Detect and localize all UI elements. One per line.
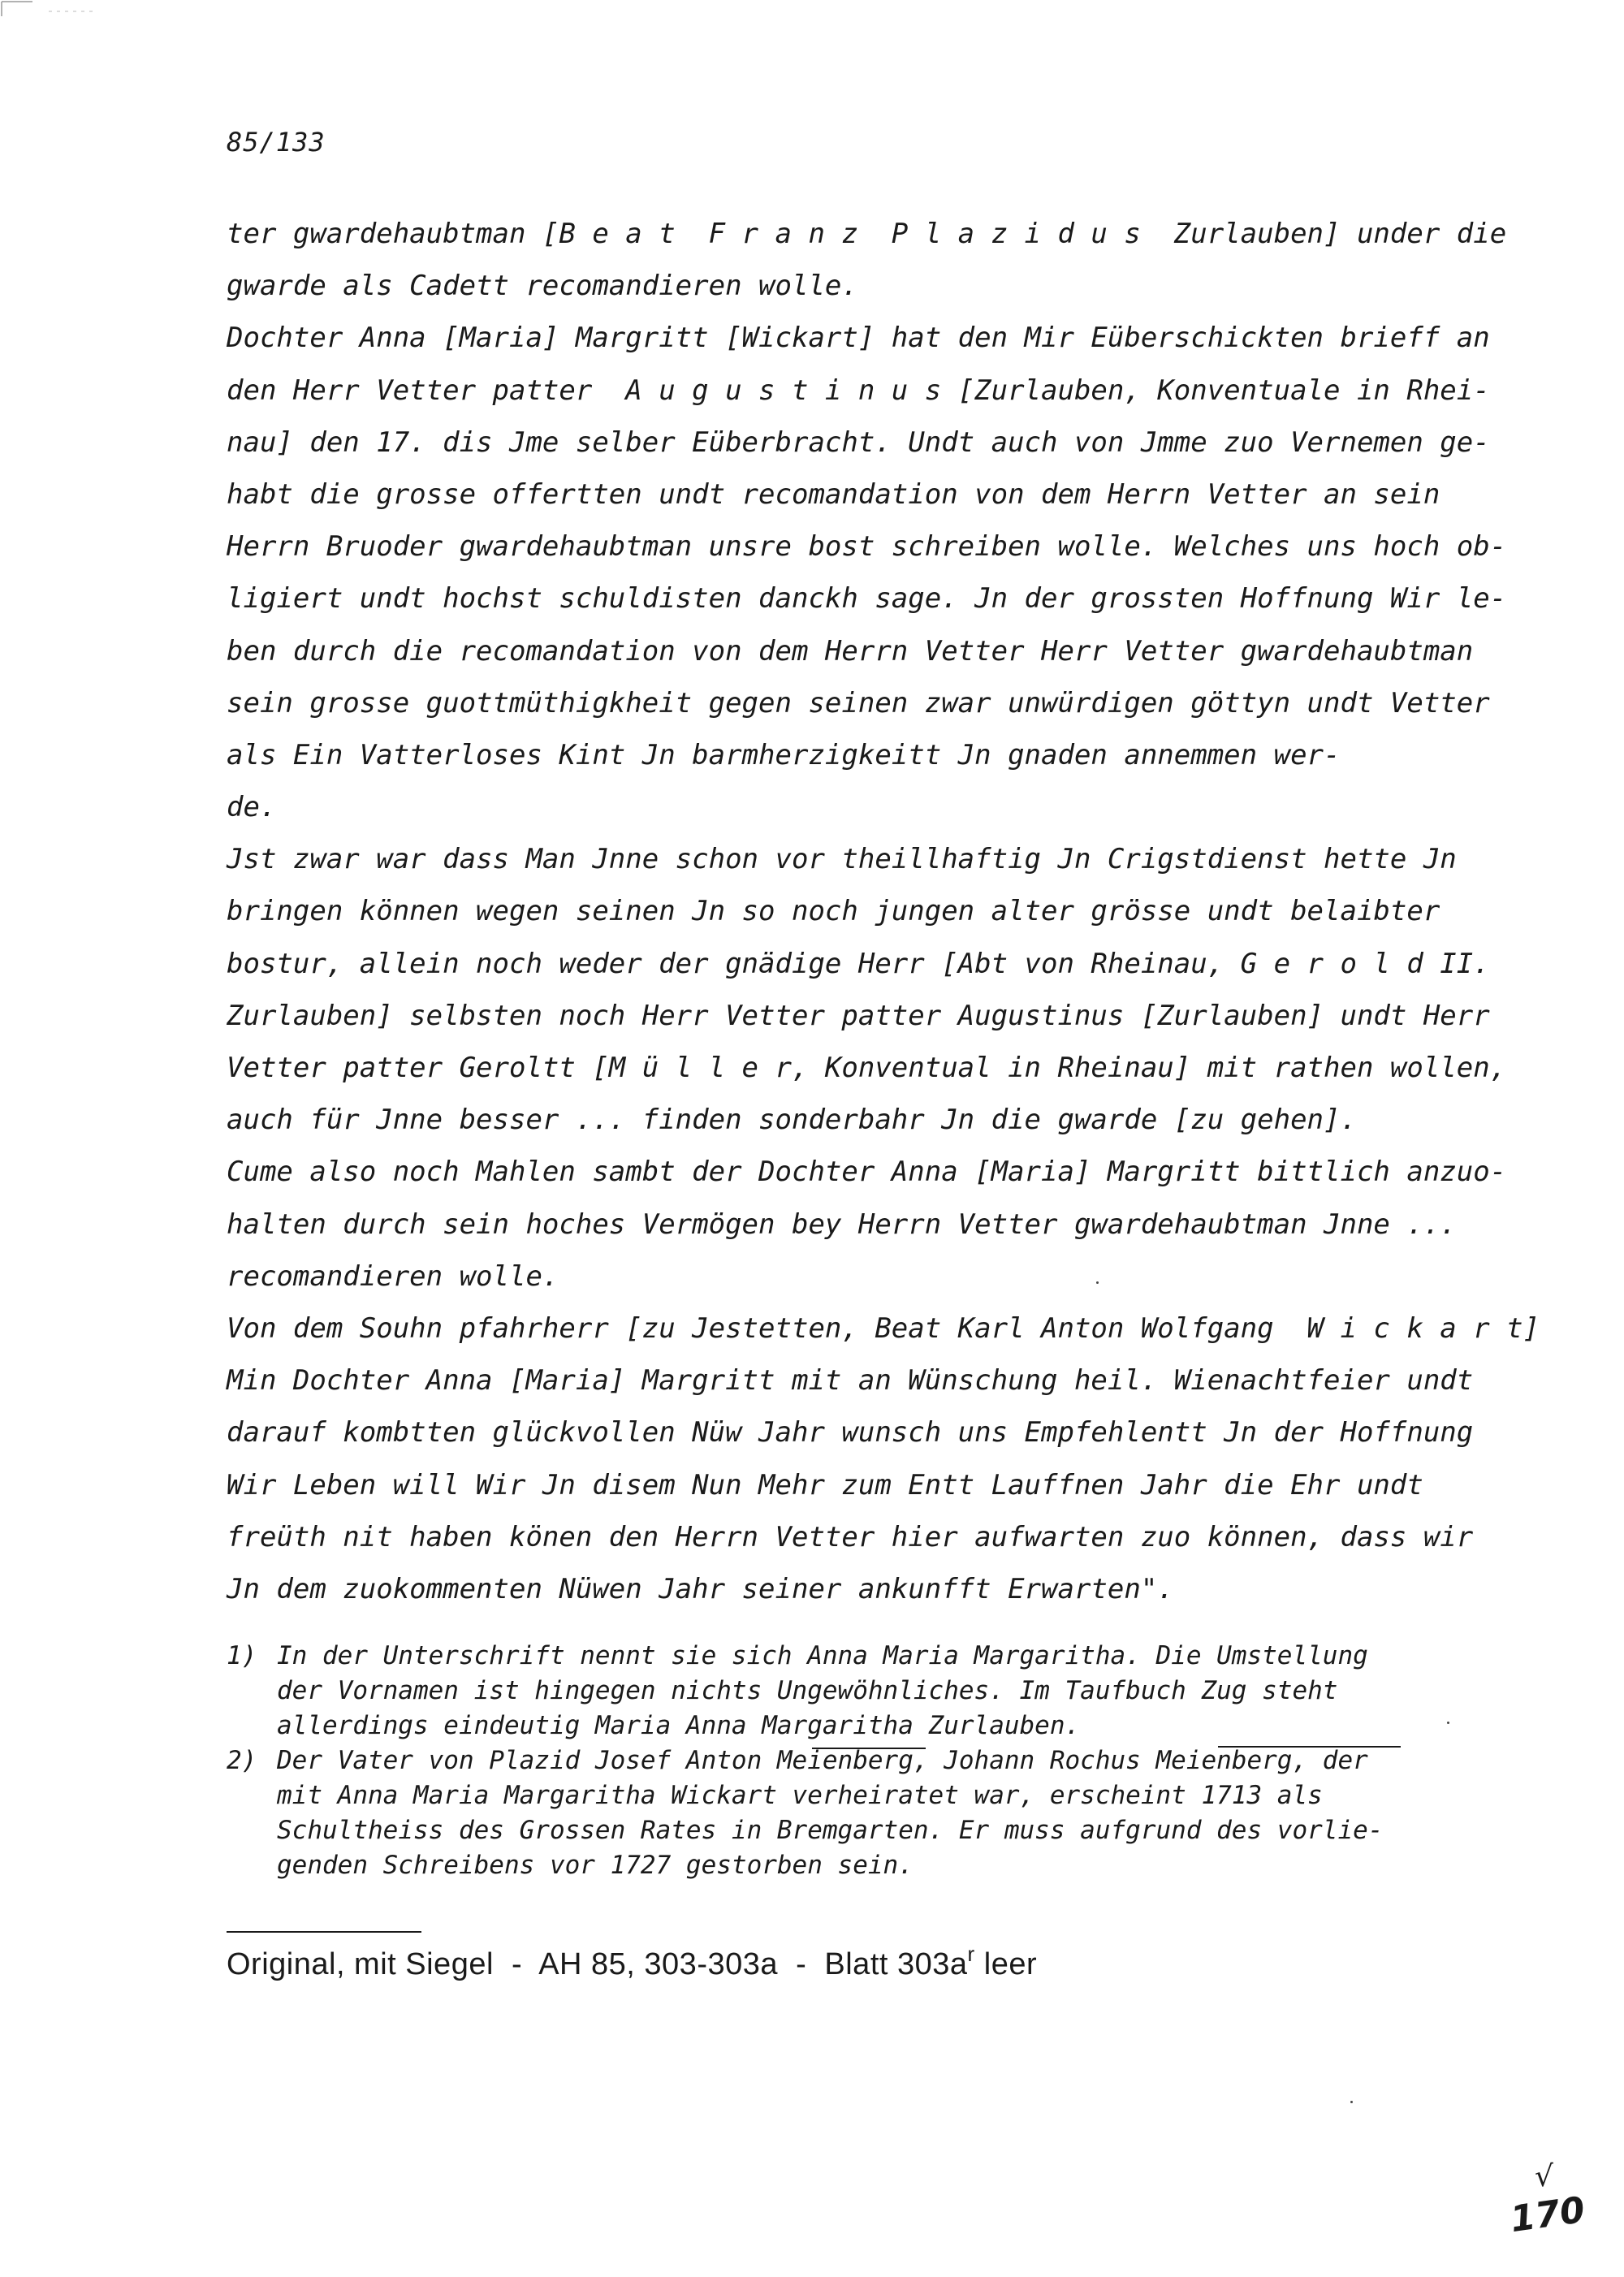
footnote-number: 1) — [227, 1641, 257, 1670]
source-reference — [227, 1942, 1038, 1982]
text-line: Cume also noch Mahlen sambt der Dochter Anna [Maria] Margritt bittlich anzuo- — [227, 1156, 1507, 1189]
footnote-overline-2 — [1218, 1746, 1401, 1748]
footnote-overline-1 — [812, 1748, 926, 1749]
footnote-line: Der Vater von Plazid Josef Anton Meienberg, Johann Rochus Meienberg, der — [277, 1746, 1368, 1775]
footnote — [227, 1639, 1558, 1743]
text-line: Vetter patter Geroltt [M ü l l e r, Konventual in Rheinau] mit rathen wollen, — [227, 1052, 1507, 1084]
page-number: 85/133 — [227, 127, 326, 158]
text-line: Zurlauben] selbsten noch Herr Vetter patter Augustinus [Zurlauben] undt Herr — [227, 999, 1490, 1032]
text-line: bringen können wegen seinen Jn so noch jungen alter grösse undt belaibter — [227, 895, 1440, 928]
text-line: ter gwardehaubtman [B e a t F r a n z P l a z i d u s Zurlauben] under die — [227, 218, 1507, 250]
text-line: auch für Jnne besser ... finden sonderbahr Jn die gwarde [zu gehen]. — [227, 1104, 1357, 1137]
check-mark: √ — [1535, 2160, 1553, 2193]
footnote — [227, 1743, 1558, 1883]
text-line: nau] den 17. dis Jme selber Eüberbracht. Undt auch von Jmme zuo Vernemen ge- — [227, 426, 1490, 459]
footnotes — [227, 1639, 1558, 1883]
text-line: sein grosse guottmüthigkheit gegen seinen zwar unwürdigen göttyn undt Vetter — [227, 686, 1490, 719]
footnote-text — [277, 1639, 1558, 1743]
text-line: gwarde als Cadett recomandieren wolle. — [227, 270, 858, 303]
footnote-line: der Vornamen ist hingegen nichts Ungewöhnliches. Im Taufbuch Zug steht — [277, 1676, 1338, 1705]
scan-corner-mark — [0, 0, 114, 32]
footnote-line: Schultheiss des Grossen Rates in Bremgarten. Er muss aufgrund des vorlie- — [277, 1816, 1384, 1845]
text-line: bostur, allein noch weder der gnädige Herr [Abt von Rheinau, G e r o l d II. — [227, 947, 1490, 980]
text-line: halten durch sein hoches Vermögen bey Herrn Vetter gwardehaubtman Jnne ... — [227, 1208, 1457, 1241]
source-suffix: leer — [974, 1947, 1038, 1981]
footnote-line: genden Schreibens vor 1727 gestorben sein. — [277, 1851, 914, 1880]
footnote-line: allerdings eindeutig Maria Anna Margaritha Zurlauben. — [277, 1711, 1081, 1740]
footnote-line: In der Unterschrift nennt sie sich Anna Maria Margaritha. Die Umstellung — [277, 1641, 1368, 1670]
source-superscript: r — [967, 1942, 975, 1966]
text-line: den Herr Vetter patter A u g u s t i n u s [Zurlauben, Konventuale in Rhei- — [227, 374, 1490, 407]
text-line: als Ein Vatterloses Kint Jn barmherzigkeitt Jn gnaden annemmen wer- — [227, 738, 1341, 771]
text-line: Von dem Souhn pfahrherr [zu Jestetten, Beat Karl Anton Wolfgang W i c k a r t] — [227, 1311, 1540, 1345]
text-line: de. — [227, 791, 277, 824]
footnote-number: 2) — [227, 1746, 257, 1775]
text-line: ben durch die recomandation von dem Herrn Vetter Herr Vetter gwardehaubtman — [227, 634, 1474, 668]
text-line: Jn dem zuokommenten Nüwen Jahr seiner ankunfft Erwarten". — [227, 1572, 1174, 1605]
text-line: Jst zwar war dass Man Jnne schon vor theillhaftig Jn Crigstdienst hette Jn — [227, 843, 1457, 876]
text-line: freüth nit haben könen den Herrn Vetter hier aufwarten zuo können, dass wir — [227, 1520, 1474, 1553]
scan-speck — [1447, 1722, 1449, 1724]
text-line: darauf kombtten glückvollen Nüw Jahr wunsch uns Empfehlentt Jn der Hoffnung — [227, 1416, 1474, 1450]
footnote-line: mit Anna Maria Margaritha Wickart verheiratet war, erscheint 1713 als — [277, 1781, 1323, 1810]
text-line: ligiert undt hochst schuldisten danckh sage. Jn der grossten Hoffnung Wir le- — [227, 582, 1507, 616]
source-separator-rule — [227, 1931, 421, 1933]
scan-speck — [1096, 1281, 1099, 1284]
text-line: Herrn Bruoder gwardehaubtman unsre bost schreiben wolle. Welches uns hoch ob- — [227, 530, 1507, 564]
scan-speck — [1350, 2101, 1353, 2103]
source-text: Original, mit Siegel - AH 85, 303-303a - Blatt 303a — [227, 1947, 968, 1981]
text-line: recomandieren wolle. — [227, 1259, 559, 1293]
footnote-text — [277, 1743, 1558, 1883]
text-line: Min Dochter Anna [Maria] Margritt mit an Wünschung heil. Wienachtfeier undt — [227, 1364, 1474, 1398]
text-line: Dochter Anna [Maria] Margritt [Wickart] hat den Mir Eüberschickten brieff an — [227, 322, 1490, 355]
letter-transcription — [227, 208, 1540, 1615]
text-line: Wir Leben will Wir Jn disem Nun Mehr zum Entt Lauffnen Jahr die Ehr undt — [227, 1468, 1423, 1501]
archive-folio-number: 170 — [1507, 2188, 1587, 2241]
text-line: habt die grosse offertten undt recomandation von dem Herrn Vetter an sein — [227, 477, 1440, 511]
